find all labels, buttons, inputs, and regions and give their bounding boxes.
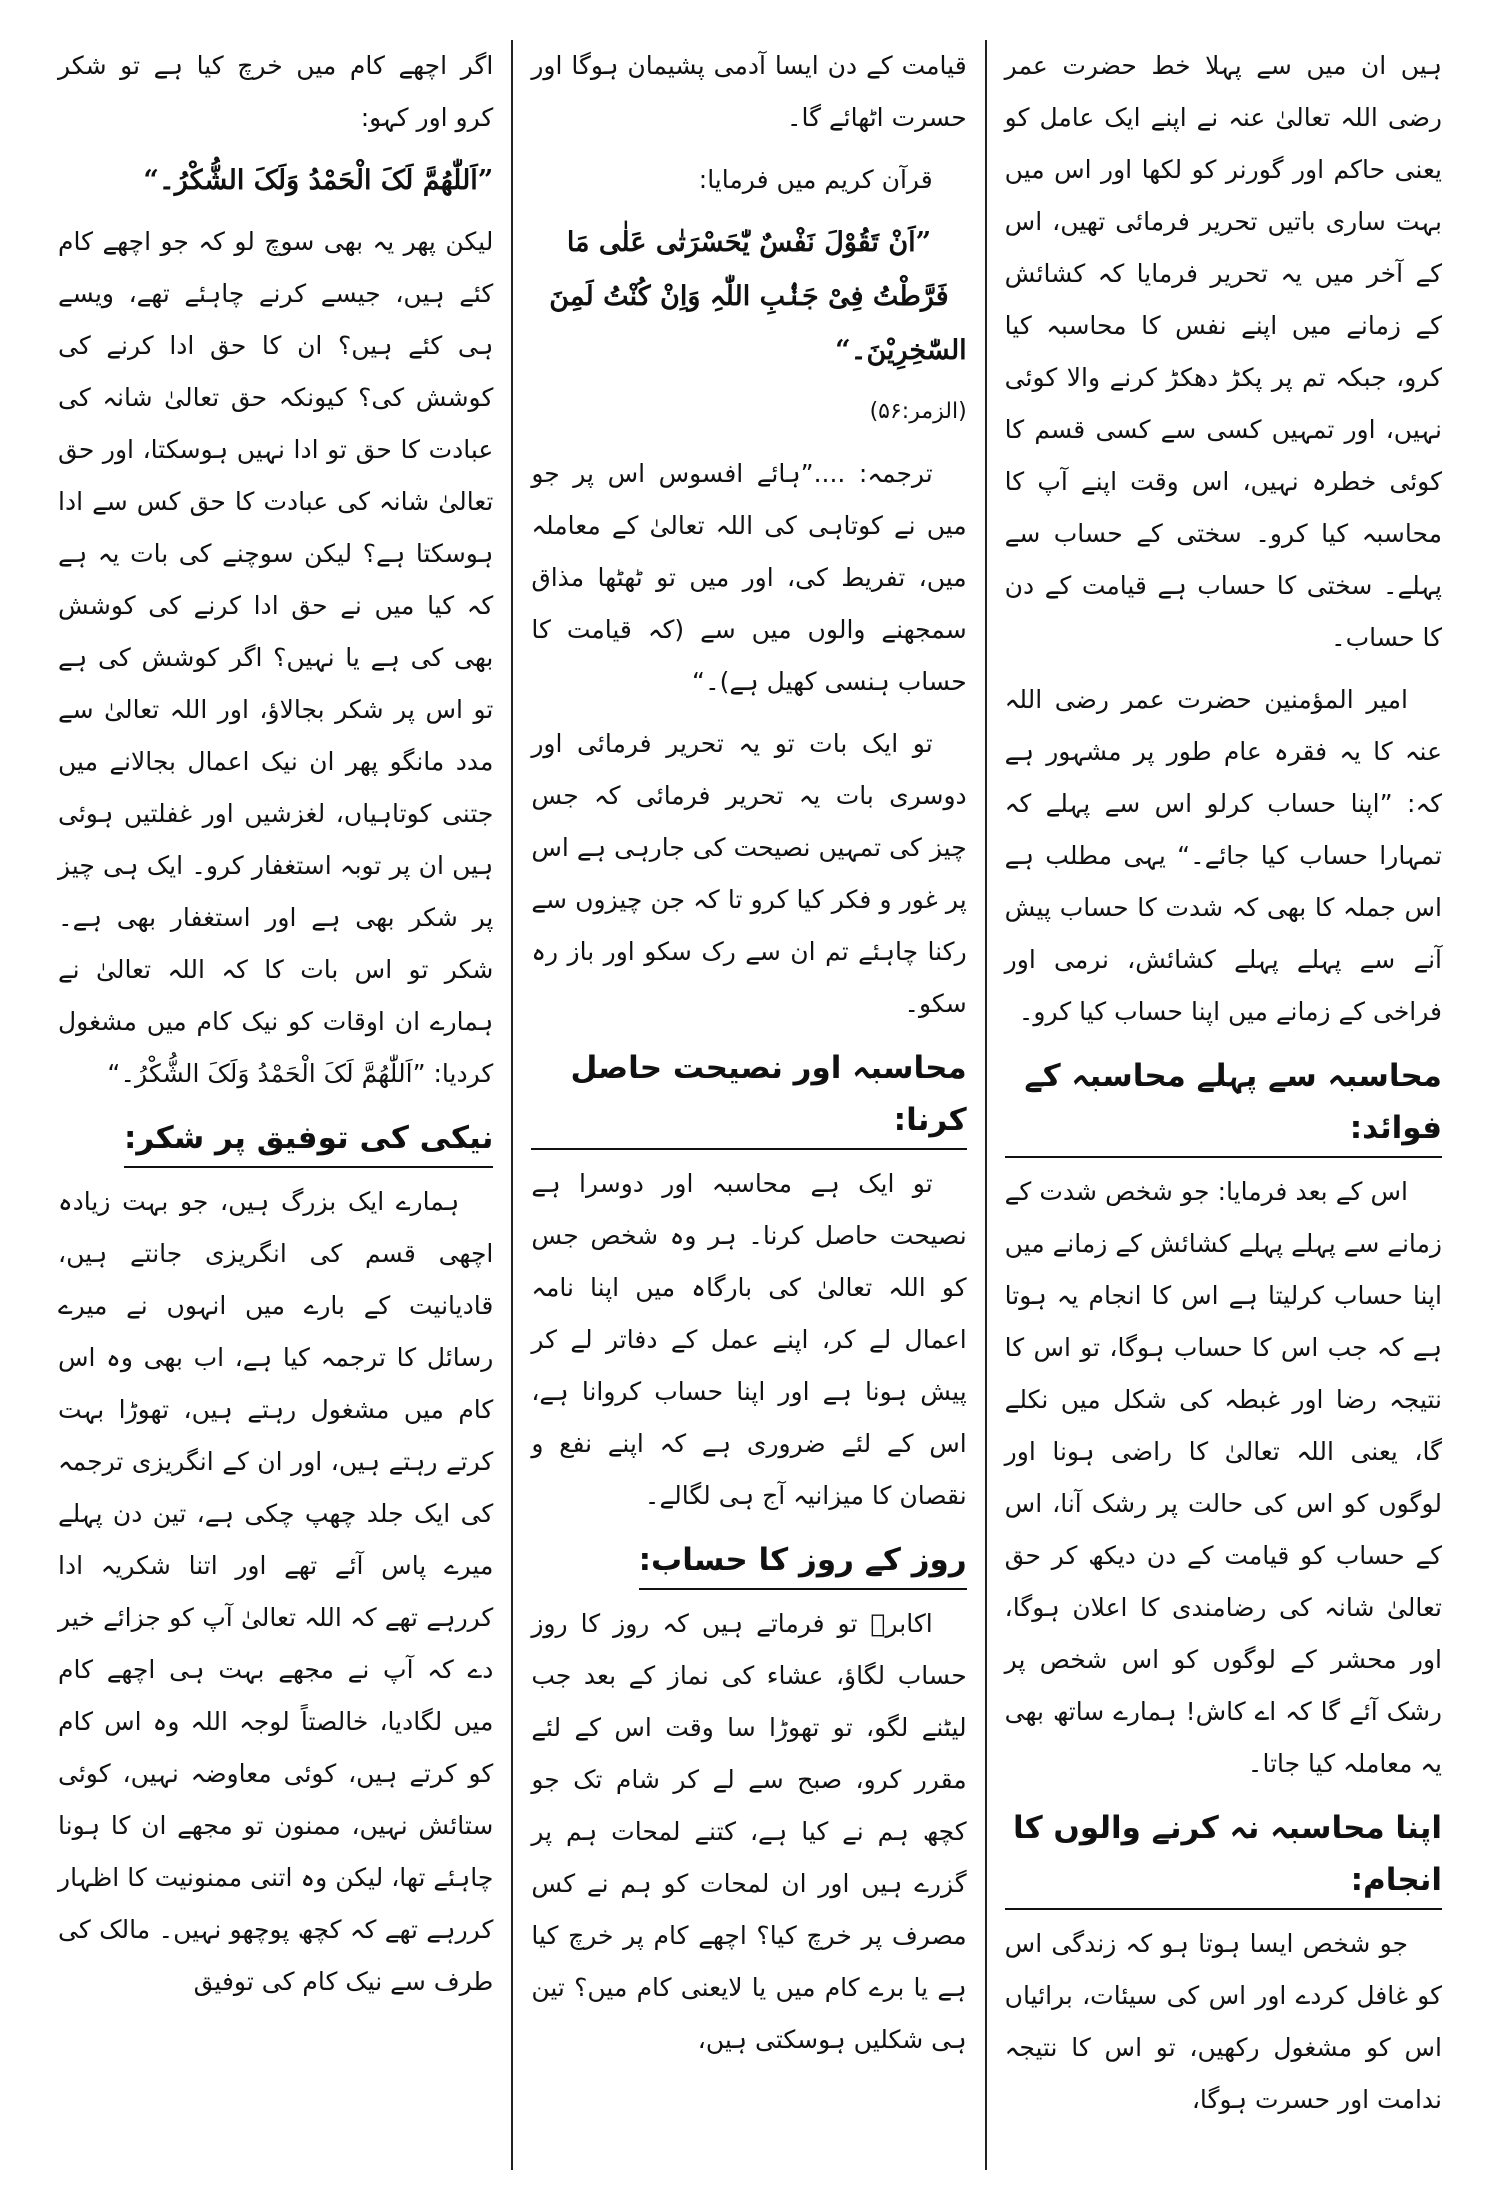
paragraph: اس کے بعد فرمایا: جو شخص شدت کے زمانے سے پہلے پہلے کشائش کے زمانے میں اپنا حساب کرلیتا ہے اس کا انجام یہ ہوتا ہے کہ جب اس کا حساب ہوگا، تو اس کا نتیجہ رضا اور غبطہ کی شکل میں نکلے گا، یعنی اللہ تعالیٰ کا راضی ہونا اور لوگوں کو اس کی حالت پر رشک آنا، اس کے حساب کو قیامت کے دن دیکھ کر حق تعالیٰ شانہ کی رضامندی کا اعلان ہوگا، اور محشر کے لوگوں کو اس شخص پر رشک آئے گا کہ اے کاش! ہمارے ساتھ بھی یہ معاملہ کیا جاتا۔ [1004, 1177, 1442, 1778]
section-heading: اپنا محاسبہ نہ کرنے والوں کا انجام: [1005, 1802, 1442, 1910]
verse-reference: (الزمر:۵۶) [869, 399, 967, 424]
section-heading-wrapper [58, 1110, 493, 1176]
section-heading-wrapper [1005, 1800, 1442, 1918]
paragraph: ہیں ان میں سے پہلا خط حضرت عمر رضی اللہ تعالیٰ عنہ نے اپنے ایک عامل کو یعنی حاکم اور گورنر کو لکھا اور اس میں بہت ساری باتیں تحریر فرمائی تھیں، اس کے آخر میں یہ تحریر فرمایا کہ کشائش کے زمانے میں اپنے نفس کا محاسبہ کیا کرو، جبکہ تم پر پکڑ دھکڑ کرنے والا کوئی نہیں، اور تمہیں کسی سے کسی قسم کا کوئی خطرہ نہیں، اس وقت اپنے آپ کا محاسبہ کیا کرو۔ سختی کے حساب سے پہلے۔ سختی کا حساب ہے قیامت کے دن کا حساب۔ [1004, 51, 1442, 652]
paragraph: قیامت کے دن ایسا آدمی پشیمان ہوگا اور حسرت اٹھائے گا۔ [531, 51, 967, 132]
paragraph: ہمارے ایک بزرگ ہیں، جو بہت زیادہ اچھی قسم کی انگریزی جانتے ہیں، قادیانیت کے بارے میں انہوں نے میرے رسائل کا ترجمہ کیا ہے، اب بھی وہ اس کام میں مشغول رہتے ہیں، تھوڑا بہت کرتے رہتے ہیں، اور ان کے انگریزی ترجمہ کی ایک جلد چھپ چکی ہے، تین دن پہلے میرے پاس آئے تھے اور اتنا شکریہ ادا کررہے تھے کہ اللہ تعالیٰ آپ کو جزائے خیر دے کہ آپ نے مجھے بہت ہی اچھے کام میں لگادیا، خالصتاً لوجہ اللہ وہ اس کام کو کرتے ہیں، کوئی معاوضہ نہیں، کوئی ستائش نہیں، ممنون تو مجھے ان کا ہونا چاہئے تھا، لیکن وہ اتنی ممنونیت کا اظہار کررہے تھے کہ کچھ پوچھو نہیں۔ مالک کی طرف سے نیک کام کی توفیق [58, 1187, 494, 1996]
section-heading: محاسبہ سے پہلے محاسبہ کے فوائد: [1005, 1050, 1442, 1158]
section-heading: نیکی کی توفیق پر شکر: [124, 1112, 493, 1168]
paragraph: اگر اچھے کام میں خرچ کیا ہے تو شکر کرو اور کہو: [58, 51, 494, 132]
column-middle [513, 40, 986, 2170]
section-heading-wrapper [531, 1532, 966, 1598]
section-heading: روز کے روز کا حساب: [639, 1534, 967, 1590]
section-heading-wrapper [531, 1040, 966, 1158]
arabic-quote: ”اَنْ تَقُوْلَ نَفْسٌ یّٰحَسْرَتٰی عَلٰی مَا فَرَّطْتُ فِیْ جَنْۢبِ اللّٰہِ وَاِنْ کُنْتُ لَمِنَ السّٰخِرِیْنَ۔“ [549, 227, 967, 366]
paragraph: جو شخص ایسا ہوتا ہو کہ زندگی اس کو غافل کردے اور اس کی سیئات، برائیاں اس کو مشغول رکھیں، تو اس کا نتیجہ ندامت اور حسرت ہوگا، [1004, 1929, 1442, 2114]
paragraph: لیکن پھر یہ بھی سوچ لو کہ جو اچھے کام کئے ہیں، جیسے کرنے چاہئے تھے، ویسے ہی کئے ہیں؟ ان کا حق ادا کرنے کی کوشش کی؟ کیونکہ حق تعالیٰ شانہ کی عبادت کا حق تو ادا نہیں ہوسکتا، اور حق تعالیٰ شانہ کی عبادت کا حق کس سے ادا ہوسکتا ہے؟ لیکن سوچنے کی بات یہ ہے کہ کیا میں نے حق ادا کرنے کی کوشش بھی کی ہے یا نہیں؟ اگر کوشش کی ہے تو اس پر شکر بجالاؤ، اور اللہ تعالیٰ سے مدد مانگو پھر ان نیک اعمال بجالانے میں جتنی کوتاہیاں، لغزشیں اور غفلتیں ہوئی ہیں ان پر توبہ استغفار کرو۔ ایک ہی چیز پر شکر بھی ہے اور استغفار بھی ہے۔ شکر تو اس بات کا کہ اللہ تعالیٰ نے ہمارے ان اوقات کو نیک کام میں مشغول کردیا: ”اَللّٰھُمَّ لَکَ الْحَمْدُ وَلَکَ الشُّکْرُ۔“ [58, 227, 494, 1088]
paragraph: امیر المؤمنین حضرت عمر رضی اللہ عنہ کا یہ فقرہ عام طور پر مشہور ہے کہ: ”اپنا حساب کرلو اس سے پہلے کہ تمہارا حساب کیا جائے۔“ یہی مطلب ہے اس جملہ کا بھی کہ شدت کا حساب پیش آنے سے پہلے پہلے کشائش، نرمی اور فراخی کے زمانے میں اپنا حساب کیا کرو۔ [1004, 685, 1442, 1026]
paragraph: تو ایک بات تو یہ تحریر فرمائی اور دوسری بات یہ تحریر فرمائی کہ جس چیز کی تمہیں نصیحت کی جارہی ہے اس پر غور و فکر کیا کرو تا کہ جن چیزوں سے رکنا چاہئے تم ان سے رک سکو اور باز رہ سکو۔ [531, 729, 967, 1018]
section-heading-wrapper [1005, 1048, 1442, 1166]
column-left [40, 40, 513, 2170]
paragraph: تو ایک ہے محاسبہ اور دوسرا ہے نصیحت حاصل کرنا۔ ہر وہ شخص جس کو اللہ تعالیٰ کی بارگاہ میں اپنا نامہ اعمال لے کر، اپنے عمل کے دفاتر لے کر پیش ہونا ہے اور اپنا حساب کروانا ہے، اس کے لئے ضروری ہے کہ اپنے نفع و نقصان کا میزانیہ آج ہی لگالے۔ [531, 1169, 967, 1510]
section-heading: محاسبہ اور نصیحت حاصل کرنا: [531, 1042, 966, 1150]
paragraph: قرآن کریم میں فرمایا: [698, 165, 933, 194]
column-right [987, 40, 1460, 2170]
paragraph: ترجمہ: ....”ہائے افسوس اس پر جو میں نے کوتاہی کی اللہ تعالیٰ کے معاملہ میں، تفریط کی، اور میں تو ٹھٹھا مذاق سمجھنے والوں میں سے (کہ قیامت کا حساب ہنسی کھیل ہے)۔“ [531, 459, 967, 696]
arabic-quote: ”اَللّٰھُمَّ لَکَ الْحَمْدُ وَلَکَ الشُّکْرُ۔“ [143, 165, 494, 196]
paragraph: اکابرؒ تو فرماتے ہیں کہ روز کا روز حساب لگاؤ، عشاء کی نماز کے بعد جب لیٹنے لگو، تو تھوڑا سا وقت اس کے لئے مقرر کرو، صبح سے لے کر شام تک جو کچھ ہم نے کیا ہے، کتنے لمحات ہم پر گزرے ہیں اور ان لمحات کو ہم نے کس مصرف پر خرچ کیا؟ اچھے کام پر خرچ کیا ہے یا برے کام میں یا لایعنی کام میں؟ تین ہی شکلیں ہوسکتی ہیں، [531, 1609, 967, 2054]
